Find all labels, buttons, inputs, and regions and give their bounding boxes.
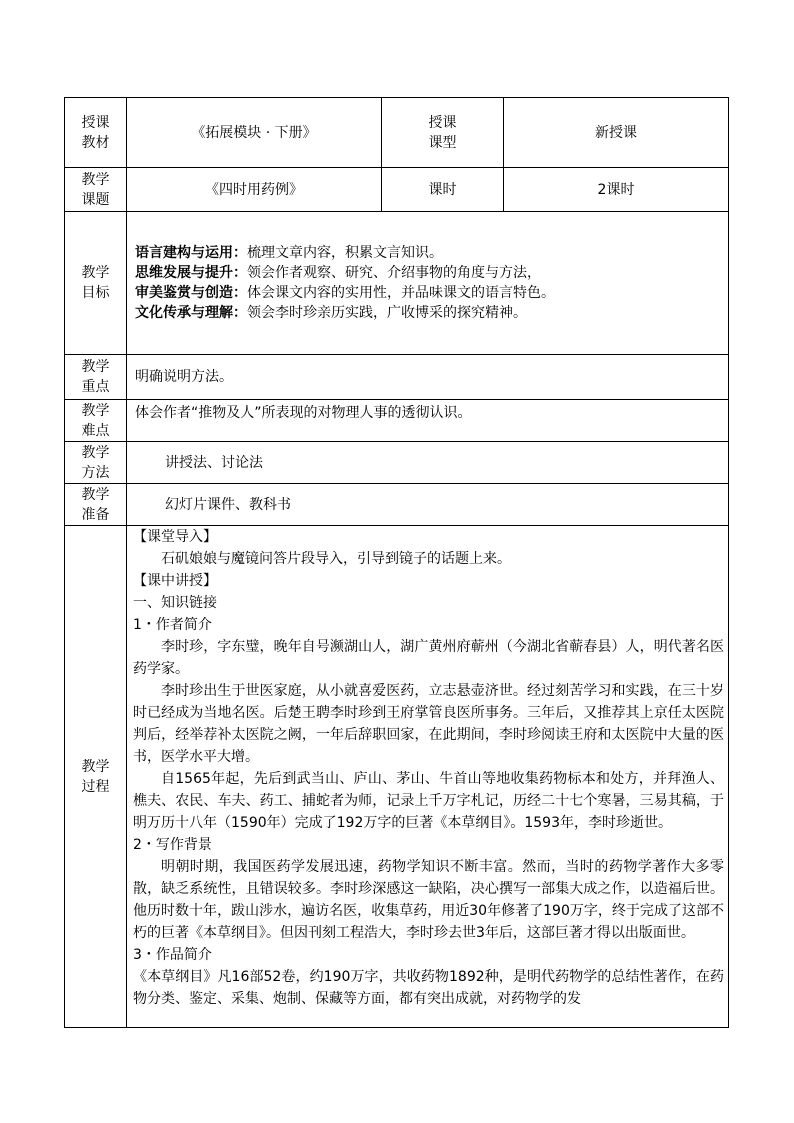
label-methods: 教学 方法 (65, 442, 127, 484)
label-material: 授课 教材 (65, 98, 127, 168)
process-line: 自1565年起，先后到武当山、庐山、茅山、牛首山等地收集药物标本和处方，并拜渔人、樵夫、农民、车夫、药工、捕蛇者为师，记录上千万字札记，历经二十七个寒暑，三易其稿，于明万历十八年（1590年）完成了192万字的巨著《本草纲目》。1593年，李时珍逝世。 (133, 771, 724, 831)
row-goals (65, 212, 729, 355)
process-line: 一、知识链接 (133, 595, 217, 611)
lesson-plan-table (64, 97, 729, 1028)
preparation-value: 幻灯片课件、教科书 (127, 484, 729, 526)
process-line: 明朝时期，我国医药学发展迅速，药物学知识不断丰富。然而，当时的药物学著作大多零散，缺乏系统性，且错误较多。李时珍深感这一缺陷，决心撰写一部集大成之作，以造福后世。他历时数十年，跋山涉水，遍访名医，收集草药，用近30年修著了190万字，终于完成了这部不朽的巨著《本草纲目》。但因刊刻工程浩大，李时珍去世3年后，这部巨著才得以出版面世。 (133, 859, 724, 941)
label-key-points: 教学 重点 (65, 355, 127, 400)
difficulties-value: 体会作者“推物及人”所表现的对物理人事的透彻认识。 (127, 400, 729, 442)
row-preparation (65, 484, 729, 526)
process-line: 石矶娘娘与魔镜问答片段导入，引导到镜子的话题上来。 (161, 551, 511, 567)
goals-content (127, 212, 729, 355)
row-methods (65, 442, 729, 484)
row-material (65, 98, 729, 168)
label-hours: 课时 (382, 168, 504, 212)
goal-item: 文化传承与理解：领会李时珍亲历实践，广收博采的探究精神。 (135, 305, 527, 321)
process-line: 李时珍，字东璧，晚年自号濒湖山人，湖广黄州府蕲州（今湖北省蕲春县）人，明代著名医药学家。 (133, 639, 724, 677)
row-key-points (65, 355, 729, 400)
process-content (127, 526, 729, 1028)
key-points-value: 明确说明方法。 (127, 355, 729, 400)
label-difficulties: 教学 难点 (65, 400, 127, 442)
label-preparation: 教学 准备 (65, 484, 127, 526)
label-goals: 教学 目标 (65, 212, 127, 355)
label-lesson-type: 授课 课型 (382, 98, 504, 168)
label-topic: 教学 课题 (65, 168, 127, 212)
row-topic (65, 168, 729, 212)
row-process (65, 526, 729, 1028)
lesson-type-value: 新授课 (504, 98, 729, 168)
topic-value: 《四时用药例》 (127, 168, 382, 212)
goal-item: 思维发展与提升：领会作者观察、研究、介绍事物的角度与方法， (135, 265, 541, 281)
process-line: 1・作者简介 (133, 617, 212, 633)
goal-item: 语言建构与运用：梳理文章内容，积累文言知识。 (135, 245, 443, 261)
goal-item: 审美鉴赏与创造：体会课文内容的实用性，并品味课文的语言特色。 (135, 285, 555, 301)
process-line: 李时珍出生于世医家庭，从小就喜爱医药，立志悬壶济世。经过刻苦学习和实践，在三十岁时已经成为当地名医。后楚王聘李时珍到王府掌管良医所事务。三年后，又推荐其上京任太医院判后，经举荐补太医院之阙，一年后辞职回家，在此期间，李时珍阅读王府和太医院中大量的医书，医学水平大增。 (133, 683, 724, 765)
methods-value: 讲授法、讨论法 (127, 442, 729, 484)
process-line: 3・作品简介 (133, 947, 212, 963)
hours-value: 2课时 (504, 168, 729, 212)
process-line: 《本草纲目》凡16部52卷，约190万字，共收药物1892种，是明代药物学的总结性著作，在药物分类、鉴定、采集、炮制、保藏等方面，都有突出成就，对药物学的发 (133, 969, 724, 1007)
row-difficulties (65, 400, 729, 442)
process-line: 2・写作背景 (133, 837, 212, 853)
material-value: 《拓展模块 · 下册》 (127, 98, 382, 168)
label-process: 教学 过程 (65, 526, 127, 1028)
process-line: 【课堂导入】 (133, 529, 217, 545)
process-line: 【课中讲授】 (133, 573, 217, 589)
